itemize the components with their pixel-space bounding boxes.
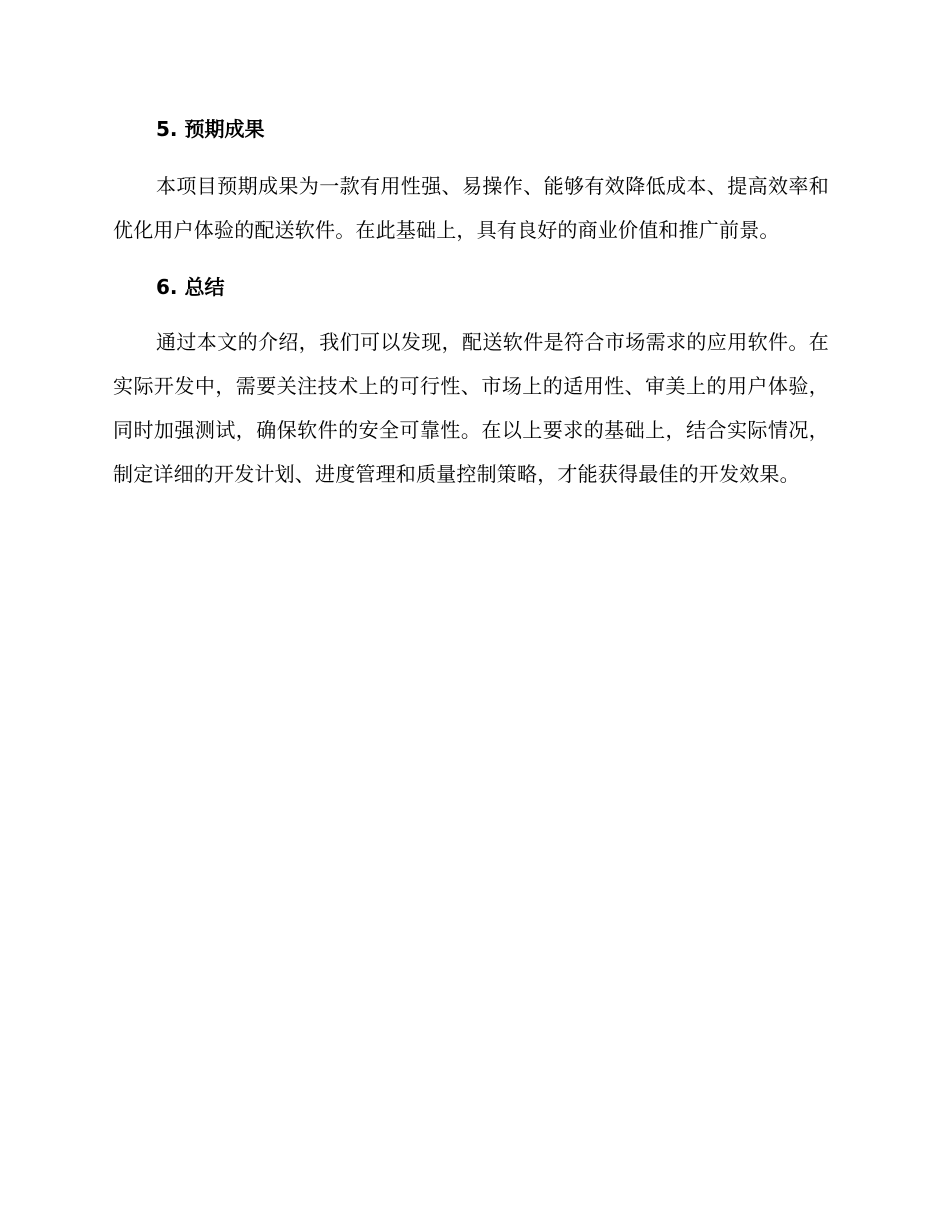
- section-paragraph: 本项目预期成果为一款有用性强、易操作、能够有效降低成本、提高效率和优化用户体验的配送软件。在此基础上，具有良好的商业价值和推广前景。: [113, 174, 829, 242]
- section-heading: 6. 总结: [156, 275, 225, 299]
- section-expected-results: [113, 114, 829, 252]
- section-paragraph: 通过本文的介绍，我们可以发现，配送软件是符合市场需求的应用软件。在实际开发中，需要关注技术上的可行性、市场上的适用性、审美上的用户体验，同时加强测试，确保软件的安全可靠性。在以上要求的基础上，结合实际情况，制定详细的开发计划、进度管理和质量控制策略，才能获得最佳的开发效果。: [113, 330, 829, 486]
- section-heading: 5. 预期成果: [156, 117, 265, 141]
- section-summary: [113, 272, 829, 496]
